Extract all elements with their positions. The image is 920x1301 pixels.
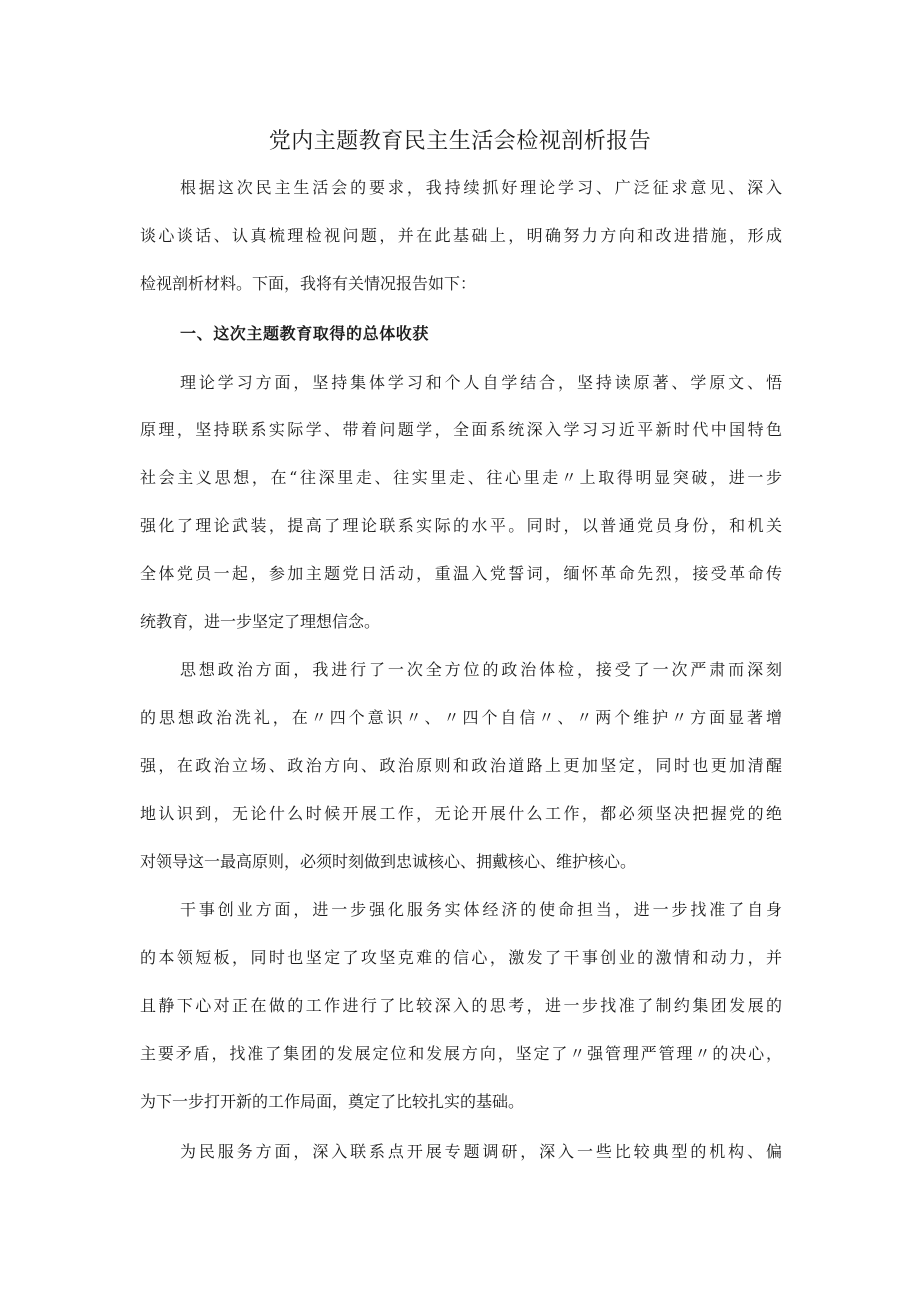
intro-line-3: 检视剖析材料。下面，我将有关情况报告如下： (140, 274, 477, 293)
career-line-4: 主要矛盾，找准了集团的发展定位和发展方向，坚定了〃强管理严管理〃的决心， (140, 1044, 782, 1063)
politics-line-2: 的思想政治洗礼，在〃四个意识〃、〃四个自信〃、〃两个维护〃方面显著增 (140, 708, 782, 727)
intro-line-2: 谈心谈话、认真梳理检视问题，并在此基础上，明确努力方向和改进措施，形成 (140, 226, 782, 245)
document-title: 党内主题教育民主生活会检视剖析报告 (268, 129, 652, 154)
theory-line-6: 统教育，进一步坚定了理想信念。 (140, 612, 381, 631)
theory-line-5: 全体党员一起，参加主题党日活动，重温入党誓词，缅怀革命先烈，接受革命传 (140, 564, 782, 583)
career-line-3: 且静下心对正在做的工作进行了比较深入的思考，进一步找准了制约集团发展的 (140, 996, 782, 1015)
politics-line-3: 强，在政治立场、政治方向、政治原则和政治道路上更加坚定，同时也更加清醒 (140, 756, 782, 775)
career-line-2: 的本领短板，同时也坚定了攻坚克难的信心，激发了干事创业的激情和动力，并 (140, 948, 782, 967)
service-line-1: 为民服务方面，深入联系点开展专题调研，深入一些比较典型的机构、偏 (180, 1142, 782, 1161)
theory-line-2: 原理，坚持联系实际学、带着问题学，全面系统深入学习习近平新时代中国特色 (140, 420, 782, 439)
theory-line-4: 强化了理论武装，提高了理论联系实际的水平。同时，以普通党员身份，和机关 (140, 516, 782, 535)
intro-line-1: 根据这次民主生活会的要求，我持续抓好理论学习、广泛征求意见、深入 (180, 178, 782, 197)
career-line-5: 为下一步打开新的工作局面，奠定了比较扎实的基础。 (140, 1092, 525, 1111)
theory-line-1: 理论学习方面，坚持集体学习和个人自学结合，坚持读原著、学原文、悟 (180, 373, 782, 392)
career-line-1: 干事创业方面，进一步强化服务实体经济的使命担当，进一步找准了自身 (180, 900, 782, 919)
politics-line-4: 地认识到，无论什么时候开展工作，无论开展什么工作，都必须坚决把握党的绝 (140, 804, 782, 823)
theory-line-3: 社会主义思想，在“往深里走、往实里走、往心里走〃上取得明显突破，进一步 (140, 468, 782, 487)
section-heading-1: 一、这次主题教育取得的总体收获 (180, 324, 430, 343)
politics-line-5: 对领导这一最高原则，必须时刻做到忠诚核心、拥戴核心、维护核心。 (140, 852, 637, 871)
politics-line-1: 思想政治方面，我进行了一次全方位的政治体检，接受了一次严肃而深刻 (180, 660, 782, 679)
